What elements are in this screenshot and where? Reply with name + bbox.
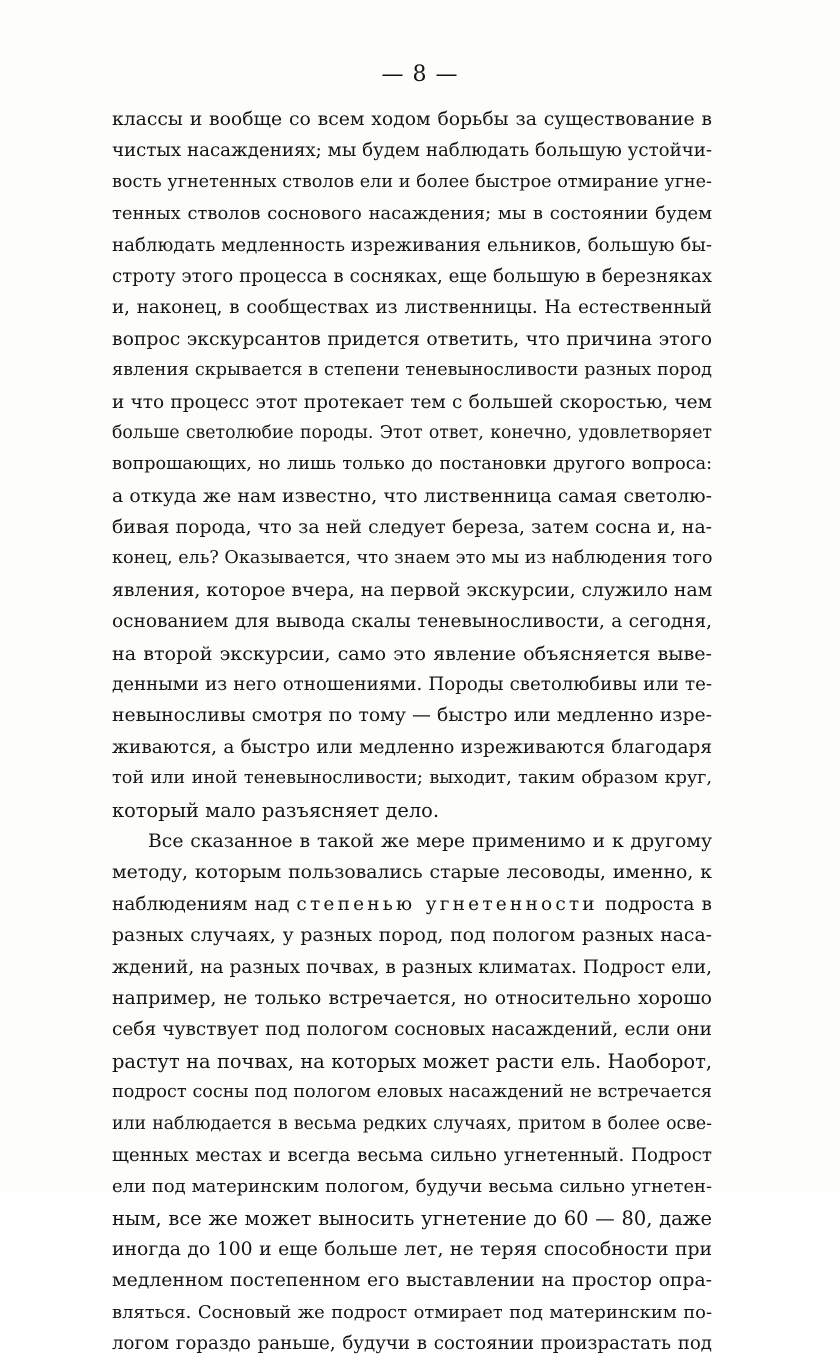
text-line: ели под материнским пологом, будучи весьма сильно угнетен-: [112, 1176, 712, 1198]
text-line: подрост сосны под пологом еловых насаждений не встречается: [112, 1082, 712, 1103]
text-line: разных случаях, у разных пород, под пологом разных наса-: [112, 925, 712, 947]
text-line: Все сказанное в такой же мере применимо и к другому: [148, 830, 712, 852]
text-line: чистых насаждениях; мы будем наблюдать большую устойчи-: [112, 140, 712, 162]
text-line: и, наконец, в сообществах из лиственницы. На естественный: [112, 297, 712, 319]
text-line: вопрошающих, но лишь только до постановки другого вопроса:: [112, 454, 712, 475]
text-line: медленном постепенном его выставлении на простор опра-: [112, 1270, 712, 1292]
text-line: основанием для вывода скалы теневыносливости, а сегодня,: [112, 611, 712, 633]
text-line: ждений, на разных почвах, в разных климатах. Подрост ели,: [112, 956, 712, 978]
text-line: больше светолюбие породы. Этот ответ, конечно, удовлетворяет: [112, 422, 712, 443]
text-line: вость угнетенных стволов ели и более быстрое отмирание угне-: [112, 171, 712, 192]
text-line: растут на почвах, на которых может расти ель. Наоборот,: [112, 1049, 712, 1073]
text-line: невыносливы смотря по тому — быстро или медленно изре-: [112, 705, 712, 727]
text-line: методу, которым пользовались старые лесоводы, именно, к: [112, 862, 712, 884]
text-line: логом гораздо раньше, будучи в состоянии произрастать под: [112, 1333, 712, 1355]
text-line: классы и вообще со всем ходом борьбы за существование в: [112, 109, 712, 130]
text-line: вопрос экскурсантов придется ответить, что причина этого: [112, 328, 712, 350]
text-line: наблюдать медленность изреживания ельников, большую бы-: [112, 234, 712, 256]
text-line: иногда до 100 и еще больше лет, не теряя способности при: [112, 1239, 712, 1261]
page-number: — 8 —: [381, 62, 459, 87]
text-line: тенных стволов соснового насаждения; мы в состоянии будем: [112, 203, 712, 225]
text-line: явления скрывается в степени теневыносливости разных пород: [112, 360, 712, 381]
text-line: вляться. Сосновый же подрост отмирает под материнским по-: [112, 1301, 712, 1323]
text-fragment: подроста в: [597, 893, 712, 915]
text-line: щенных местах и всегда весьма сильно угнетенный. Подрост: [112, 1144, 712, 1166]
text-line: [112, 889, 712, 920]
spaced-emphasis: степенью угнетенности: [296, 893, 598, 915]
text-line: денными из него отношениями. Породы светолюбивы или те-: [112, 674, 712, 696]
text-line: или наблюдается в весьма редких случаях, притом в более осве-: [112, 1113, 712, 1134]
text-fragment: наблюдениям над: [112, 893, 297, 915]
text-line: той или иной теневыносливости; выходит, таким образом круг,: [112, 768, 712, 789]
text-line: ным, все же может выносить угнетение до 60 — 80, даже: [112, 1206, 712, 1230]
text-line: например, не только встречается, но относительно хорошо: [112, 987, 712, 1009]
text-line: себя чувствует под пологом сосновых насаждений, если они: [112, 1019, 712, 1041]
text-line: который мало разъясняет дело.: [112, 798, 439, 822]
body-text: [112, 104, 712, 1360]
text-line: бивая порода, что за ней следует береза, затем сосна и, на-: [112, 517, 712, 539]
text-line: а откуда же нам известно, что лиственница самая светолю-: [112, 485, 712, 507]
text-line: и что процесс этот протекает тем с большей скоростью, чем: [112, 391, 712, 413]
text-line: на второй экскурсии, само это явление объясняется выве-: [112, 641, 712, 665]
text-line: явления, которое вчера, на первой экскурсии, служило нам: [112, 579, 712, 601]
text-line: живаются, а быстро или медленно изреживаются благодаря: [112, 736, 712, 758]
text-line: конец, ель? Оказывается, что знаем это мы из наблюдения того: [112, 548, 712, 569]
text-line: строту этого процесса в сосняках, еще большую в березняках: [112, 265, 712, 287]
